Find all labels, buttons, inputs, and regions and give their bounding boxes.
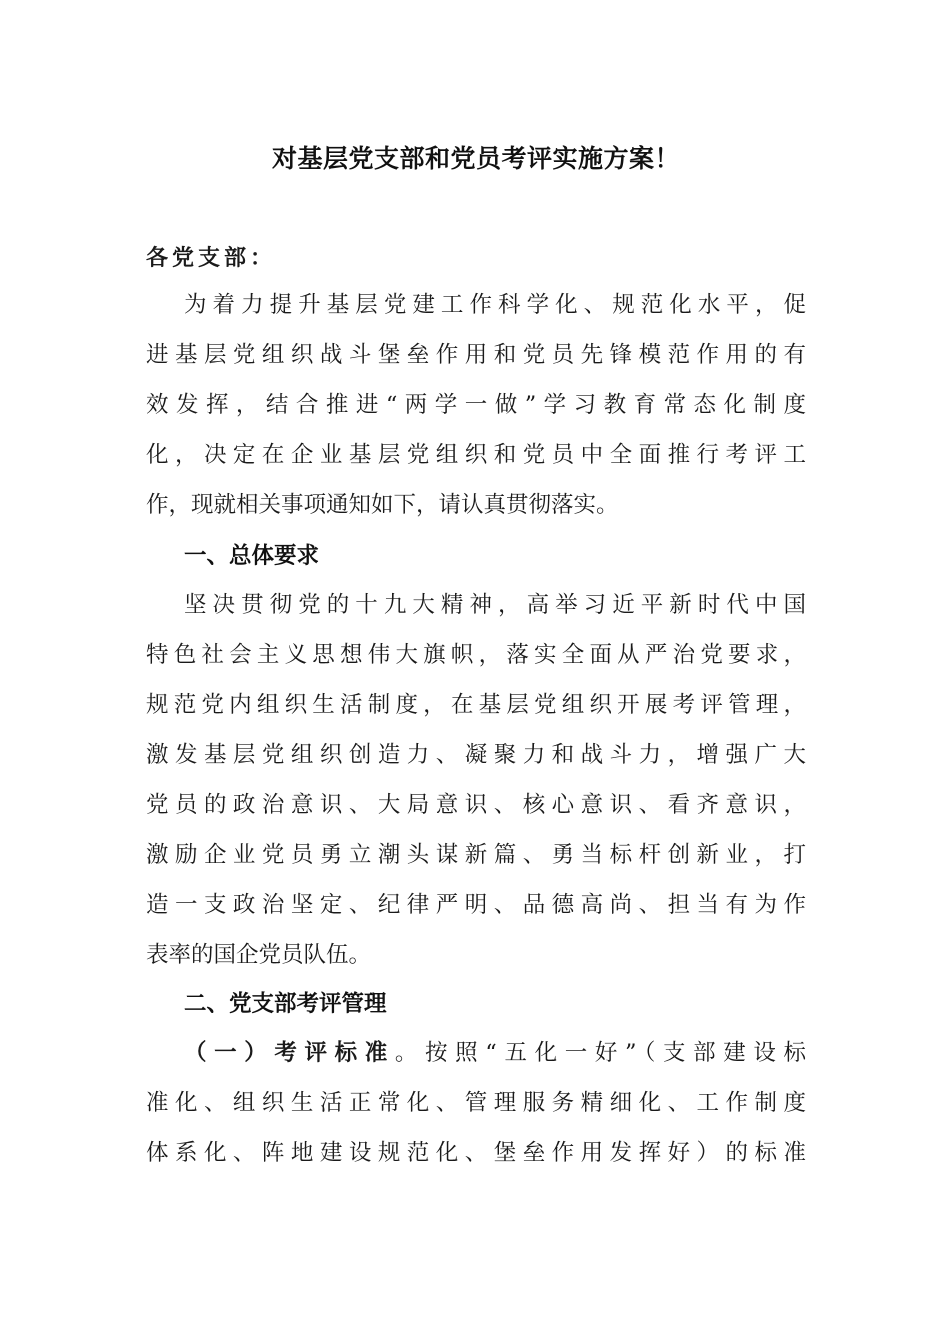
- paragraph-line: 作，现就相关事项通知如下，请认真贯彻落实。: [146, 492, 619, 518]
- section2-paragraph: [146, 1028, 806, 1178]
- paragraph-line: 党员的政治意识、大局意识、核心意识、看齐意识，: [146, 792, 806, 818]
- paragraph-line: 激发基层党组织创造力、凝聚力和战斗力，增强广大: [146, 742, 806, 768]
- section-heading-general-requirements: 一、总体要求: [184, 543, 320, 569]
- paragraph-line: 特色社会主义思想伟大旗帜，落实全面从严治党要求，: [146, 642, 806, 668]
- salutation: 各党支部：: [146, 245, 277, 271]
- paragraph-line: 为着力提升基层党建工作科学化、规范化水平，促: [184, 292, 806, 318]
- subsection-label: （一）考评标准: [184, 1040, 395, 1066]
- paragraph-line: 坚决贯彻党的十九大精神，高举习近平新时代中国: [184, 592, 806, 618]
- paragraph-line: 体系化、阵地建设规范化、堡垒作用发挥好）的标准: [146, 1140, 806, 1166]
- paragraph-line: [146, 1028, 806, 1078]
- document-title: 对基层党支部和党员考评实施方案！: [271, 144, 680, 173]
- paragraph-line: 准化、组织生活正常化、管理服务精细化、工作制度: [146, 1090, 806, 1116]
- section1-paragraph: [146, 580, 806, 980]
- section-heading-branch-evaluation: 二、党支部考评管理: [184, 991, 387, 1017]
- paragraph-line: 进基层党组织战斗堡垒作用和党员先锋模范作用的有: [146, 342, 806, 368]
- intro-paragraph: [146, 280, 806, 530]
- paragraph-line: 激励企业党员勇立潮头谋新篇、勇当标杆创新业，打: [146, 842, 806, 868]
- paragraph-line: 化，决定在企业基层党组织和党员中全面推行考评工: [146, 442, 806, 468]
- paragraph-line: 表率的国企党员队伍。: [146, 942, 372, 968]
- paragraph-line: 效发挥，结合推进“两学一做”学习教育常态化制度: [146, 392, 806, 418]
- paragraph-line-text: 。按照“五化一好”（支部建设标: [394, 1040, 806, 1066]
- paragraph-line: 规范党内组织生活制度，在基层党组织开展考评管理，: [146, 692, 806, 718]
- paragraph-line: 造一支政治坚定、纪律严明、品德高尚、担当有为作: [146, 892, 806, 918]
